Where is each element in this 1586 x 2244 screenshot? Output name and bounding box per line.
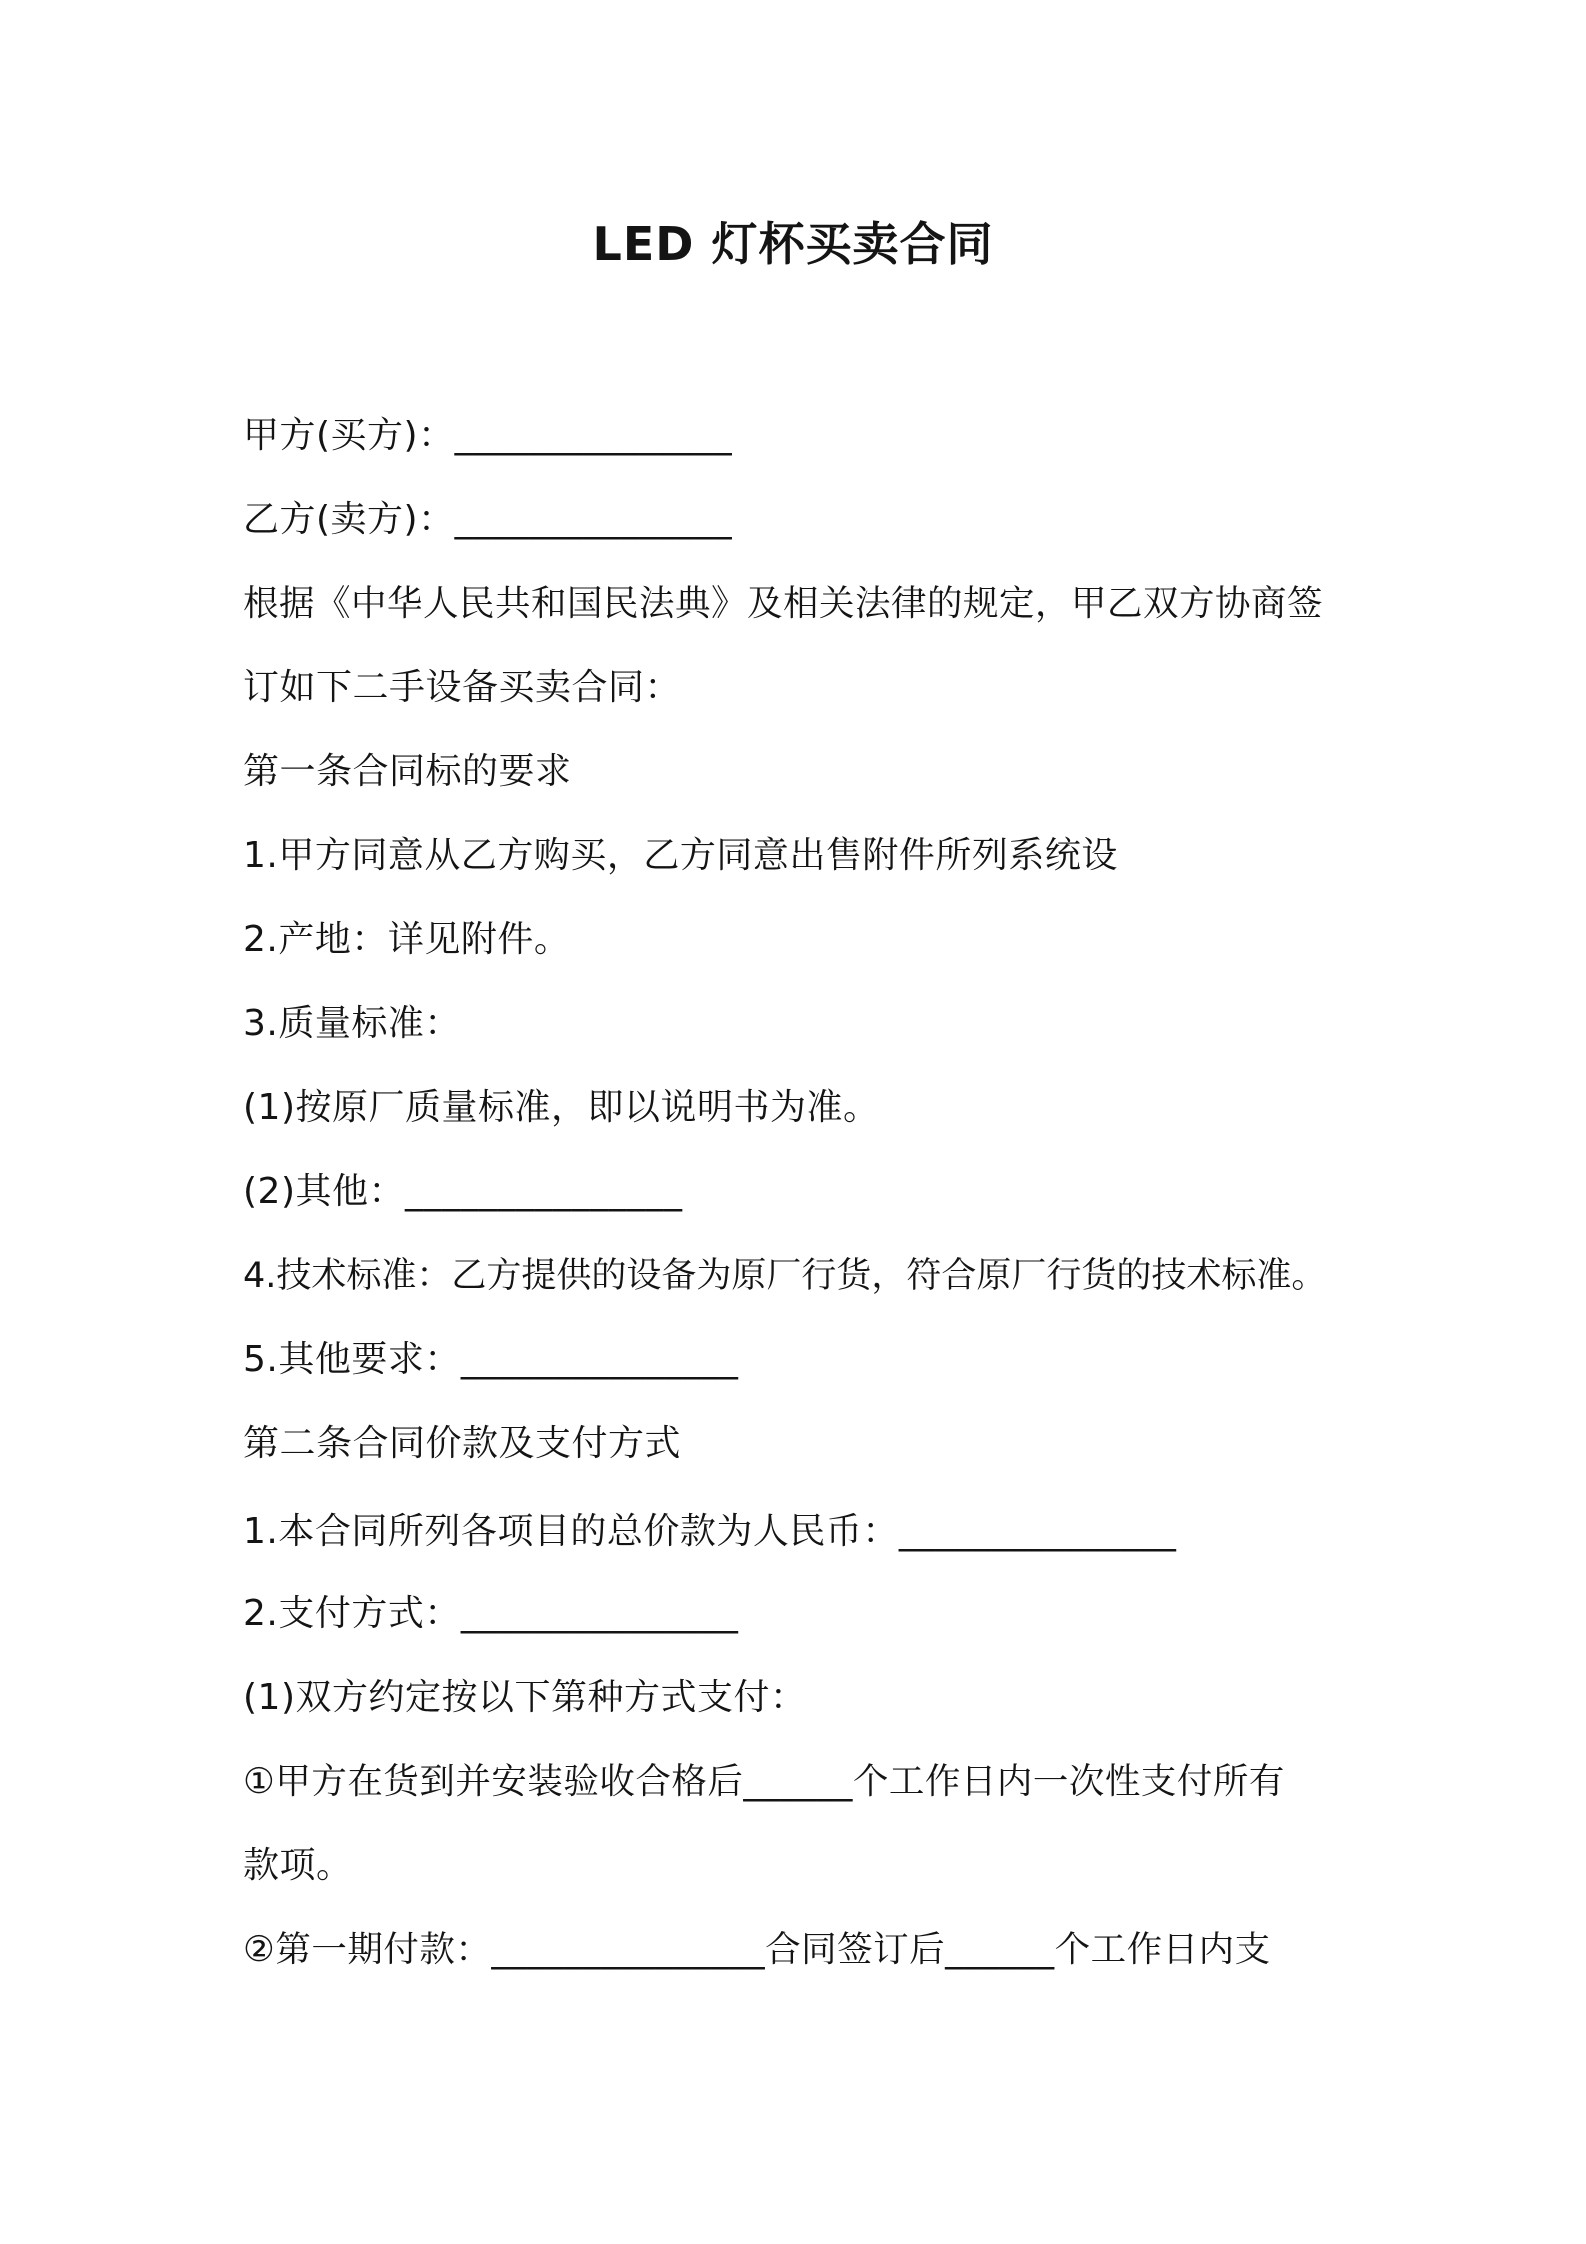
clause-2-2: 2.支付方式：_______________ [243,1593,739,1634]
clause-1-3: 3.质量标准： [243,1003,461,1044]
clause-1-2: 2.产地：详见附件。 [243,919,571,960]
party-a-line: 甲方(买方)：_______________ [243,415,733,456]
clause-2-1: 1.本合同所列各项目的总价款为人民币：_______________ [243,1511,1177,1552]
preamble-line-2: 订如下二手设备买卖合同： [243,667,682,708]
option-2-line: ②第一期付款：_______________合同签订后______个工作日内支 [243,1929,1271,1970]
article-1-heading: 第一条合同标的要求 [243,751,572,792]
clause-2-2-1: (1)双方约定按以下第种方式支付： [243,1677,807,1718]
document-title: LED 灯杯买卖合同 [592,217,994,271]
article-2-heading: 第二条合同价款及支付方式 [243,1423,682,1464]
clause-1-5: 5.其他要求：_______________ [243,1339,739,1380]
preamble-line-1: 根据《中华人民共和国民法典》及相关法律的规定，甲乙双方协商签 [243,583,1324,624]
option-1-line-1: ①甲方在货到并安装验收合格后______个工作日内一次性支付所有 [243,1761,1285,1802]
clause-1-1: 1.甲方同意从乙方购买，乙方同意出售附件所列系统设 [243,835,1118,876]
clause-1-3-2: (2)其他：_______________ [243,1171,683,1212]
option-1-line-2: 款项。 [243,1845,353,1886]
clause-1-4: 4.技术标准：乙方提供的设备为原厂行货，符合原厂行货的技术标准。 [243,1256,1327,1296]
party-b-line: 乙方(卖方)：_______________ [243,499,733,540]
clause-1-3-1: (1)按原厂质量标准，即以说明书为准。 [243,1087,880,1128]
